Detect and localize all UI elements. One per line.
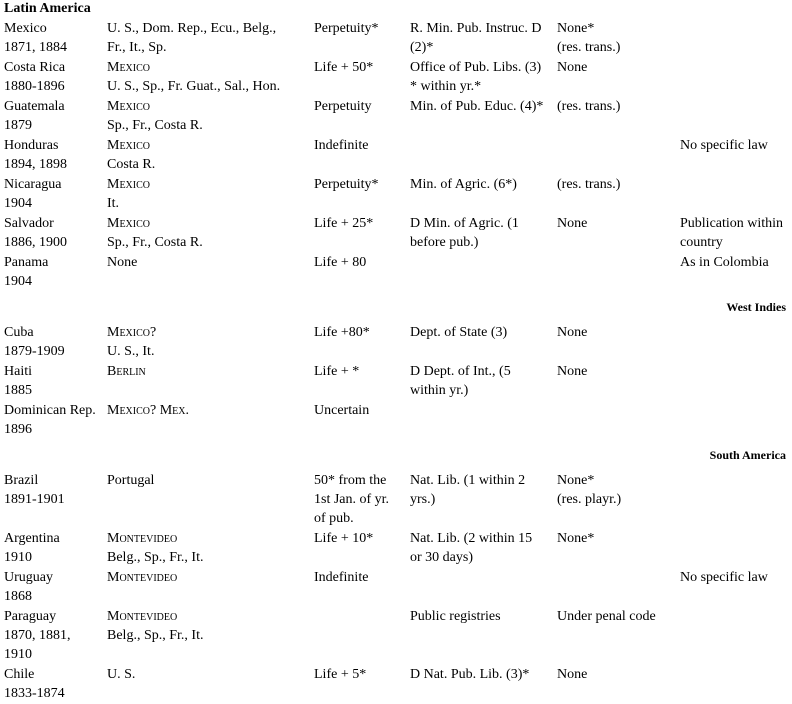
table-row [0,19,792,58]
treaties-text: Sp., Fr., Costa R. [107,235,203,250]
cell-treaties [103,253,310,292]
cell-registration [406,607,553,665]
table-row [0,471,792,529]
cell-country [0,607,103,665]
treaties-text: Belg., Sp., Fr., It. [107,628,204,643]
cell-performance [553,471,676,529]
cell-treaties [103,58,310,97]
performance-text: None [557,364,588,379]
notes-text: No specific law [680,138,768,153]
treaties-text: Mexico [107,138,150,153]
cell-notes [676,529,792,568]
treaties-text: Mexico? Mex. [107,403,189,418]
cell-registration [406,401,553,440]
cell-registration [406,19,553,58]
cell-notes [676,97,792,136]
term-text: Life + 50* [314,60,374,75]
cell-notes [676,58,792,97]
registration-text: yrs.) [410,492,436,507]
country-text: Nicaragua [4,177,62,192]
cell-registration [406,362,553,401]
cell-registration [406,529,553,568]
cell-country [0,529,103,568]
country-text: Cuba [4,325,34,340]
treaties-text: Belg., Sp., Fr., It. [107,550,204,565]
cell-notes [676,214,792,253]
country-text: 1896 [4,422,32,437]
registration-text: or 30 days) [410,550,473,565]
cell-treaties [103,175,310,214]
country-text: 1904 [4,196,32,211]
cell-performance [553,97,676,136]
treaties-text: Sp., Fr., Costa R. [107,118,203,133]
table-row [0,175,792,214]
cell-performance [553,253,676,292]
registration-text: Min. of Agric. (6*) [410,177,517,192]
section-header-row [0,440,792,471]
cell-registration [406,323,553,362]
cell-country [0,323,103,362]
cell-treaties [103,214,310,253]
cell-registration [406,568,553,607]
term-text: Perpetuity [314,99,372,114]
country-text: 1871, 1884 [4,40,67,55]
term-text: Uncertain [314,403,370,418]
section-heading: South America [709,448,786,462]
cell-country [0,253,103,292]
country-text: 1880-1896 [4,79,65,94]
cell-country [0,214,103,253]
cell-registration [406,253,553,292]
table-row [0,529,792,568]
country-text: Chile [4,667,35,682]
registration-text: Nat. Lib. (1 within 2 [410,473,526,488]
country-text: Guatemala [4,99,65,114]
cell-term [310,529,406,568]
cell-treaties [103,97,310,136]
table-row [0,253,792,292]
cell-performance [553,214,676,253]
cell-country [0,175,103,214]
cell-performance [553,19,676,58]
term-text: Perpetuity* [314,21,379,36]
treaties-text: Mexico [107,177,150,192]
term-text: Indefinite [314,138,369,153]
cell-notes [676,401,792,440]
cell-term [310,214,406,253]
cell-performance [553,362,676,401]
treaties-text: Berlin [107,364,146,379]
registration-text: Dept. of State (3) [410,325,508,340]
cell-notes [676,362,792,401]
country-text: Panama [4,255,49,270]
cell-term [310,665,406,704]
performance-text: None [557,325,588,340]
treaties-text: Costa R. [107,157,156,172]
copyright-table [0,19,792,704]
cell-term [310,323,406,362]
country-text: 1870, 1881, [4,628,71,643]
cell-term [310,607,406,665]
registration-text: Office of Pub. Libs. (3) [410,60,542,75]
registration-text: D Min. of Agric. (1 [410,216,519,231]
cell-treaties [103,323,310,362]
country-text: Salvador [4,216,54,231]
country-text: Brazil [4,473,39,488]
cell-performance [553,175,676,214]
table-row [0,136,792,175]
performance-text: (res. trans.) [557,177,621,192]
term-text: 1st Jan. of yr. [314,492,390,507]
cell-notes [676,175,792,214]
treaties-text: Mexico? [107,325,157,340]
country-text: 1904 [4,274,32,289]
table-row [0,607,792,665]
cell-registration [406,665,553,704]
registration-text: Public registries [410,609,501,624]
cell-performance [553,401,676,440]
performance-text: None* [557,21,595,36]
cell-treaties [103,362,310,401]
cell-performance [553,529,676,568]
cell-performance [553,607,676,665]
cell-term [310,19,406,58]
term-text: Life + 80 [314,255,367,270]
registration-text: (2)* [410,40,434,55]
treaties-text: Portugal [107,473,155,488]
cell-notes [676,607,792,665]
cell-term [310,136,406,175]
cell-country [0,97,103,136]
term-text: Life + 5* [314,667,367,682]
performance-text: None [557,667,588,682]
cell-treaties [103,665,310,704]
notes-text: Publication within [680,216,784,231]
cell-term [310,471,406,529]
registration-text: * within yr.* [410,79,482,94]
cell-performance [553,568,676,607]
registration-text: D Dept. of Int., (5 [410,364,511,379]
cell-treaties [103,568,310,607]
notes-text: country [680,235,723,250]
cell-notes [676,568,792,607]
cell-treaties [103,471,310,529]
country-text: Argentina [4,531,60,546]
treaties-text: U. S. [107,667,136,682]
cell-performance [553,323,676,362]
country-text: 1833-1874 [4,686,65,701]
treaties-text: Mexico [107,60,150,75]
treaties-text: Mexico [107,216,150,231]
performance-text: (res. playr.) [557,492,622,507]
cell-country [0,401,103,440]
table-row [0,568,792,607]
treaties-text: Montevideo [107,531,178,546]
cell-term [310,175,406,214]
term-text: Life +80* [314,325,370,340]
registration-text: before pub.) [410,235,479,250]
country-text: 1886, 1900 [4,235,67,250]
term-text: Perpetuity* [314,177,379,192]
treaties-text: Montevideo [107,609,178,624]
cell-country [0,19,103,58]
notes-text: No specific law [680,570,768,585]
table-row [0,97,792,136]
performance-text: None* [557,531,595,546]
cell-country [0,471,103,529]
treaties-text: It. [107,196,120,211]
cell-registration [406,214,553,253]
cell-country [0,362,103,401]
section-header-row [0,292,792,323]
country-text: Costa Rica [4,60,66,75]
cell-term [310,253,406,292]
treaties-text: Mexico [107,99,150,114]
term-text: Indefinite [314,570,369,585]
table-body [0,19,792,704]
country-text: 1891-1901 [4,492,65,507]
registration-text: within yr.) [410,383,469,398]
cell-notes [676,19,792,58]
treaties-text: U. S., Sp., Fr. Guat., Sal., Hon. [107,79,281,94]
cell-performance [553,136,676,175]
section-heading: West Indies [726,300,786,314]
performance-text: None [557,216,588,231]
cell-treaties [103,401,310,440]
cell-performance [553,665,676,704]
country-text: Haiti [4,364,32,379]
term-text: Life + 25* [314,216,374,231]
cell-term [310,97,406,136]
country-text: Dominican Rep. [4,403,96,418]
treaties-text: U. S., Dom. Rep., Ecu., Belg., [107,21,277,36]
registration-text: Min. of Pub. Educ. (4)* [410,99,544,114]
registration-text: D Nat. Pub. Lib. (3)* [410,667,530,682]
cell-country [0,665,103,704]
country-text: 1894, 1898 [4,157,67,172]
cell-registration [406,471,553,529]
term-text: 50* from the [314,473,387,488]
treaties-text: None [107,255,138,270]
cell-treaties [103,607,310,665]
treaties-text: U. S., It. [107,344,155,359]
performance-text: (res. trans.) [557,40,621,55]
cell-term [310,401,406,440]
term-text: Life + 10* [314,531,374,546]
country-text: Mexico [4,21,47,36]
cell-country [0,58,103,97]
cell-notes [676,253,792,292]
table-row [0,401,792,440]
treaties-text: Fr., It., Sp. [107,40,167,55]
table-heading: Latin America [4,1,91,16]
registration-text: R. Min. Pub. Instruc. D [410,21,542,36]
treaties-text: Montevideo [107,570,178,585]
term-text: Life + * [314,364,360,379]
cell-treaties [103,529,310,568]
country-text: 1910 [4,647,32,662]
cell-performance [553,58,676,97]
table-row [0,323,792,362]
cell-notes [676,471,792,529]
country-text: 1910 [4,550,32,565]
term-text: of pub. [314,511,354,526]
cell-notes [676,323,792,362]
country-text: Honduras [4,138,59,153]
cell-term [310,568,406,607]
table-row [0,665,792,704]
cell-treaties [103,19,310,58]
country-text: Paraguay [4,609,57,624]
cell-country [0,136,103,175]
cell-registration [406,175,553,214]
performance-text: None* [557,473,595,488]
table-row [0,58,792,97]
performance-text: None [557,60,588,75]
table-row [0,214,792,253]
cell-notes [676,665,792,704]
country-text: 1879 [4,118,32,133]
cell-term [310,362,406,401]
cell-registration [406,58,553,97]
performance-text: (res. trans.) [557,99,621,114]
cell-country [0,568,103,607]
registration-text: Nat. Lib. (2 within 15 [410,531,533,546]
cell-registration [406,136,553,175]
country-text: 1885 [4,383,32,398]
country-text: 1879-1909 [4,344,65,359]
cell-notes [676,136,792,175]
cell-registration [406,97,553,136]
notes-text: As in Colombia [680,255,769,270]
cell-treaties [103,136,310,175]
country-text: 1868 [4,589,32,604]
country-text: Uruguay [4,570,53,585]
cell-term [310,58,406,97]
table-row [0,362,792,401]
performance-text: Under penal code [557,609,656,624]
